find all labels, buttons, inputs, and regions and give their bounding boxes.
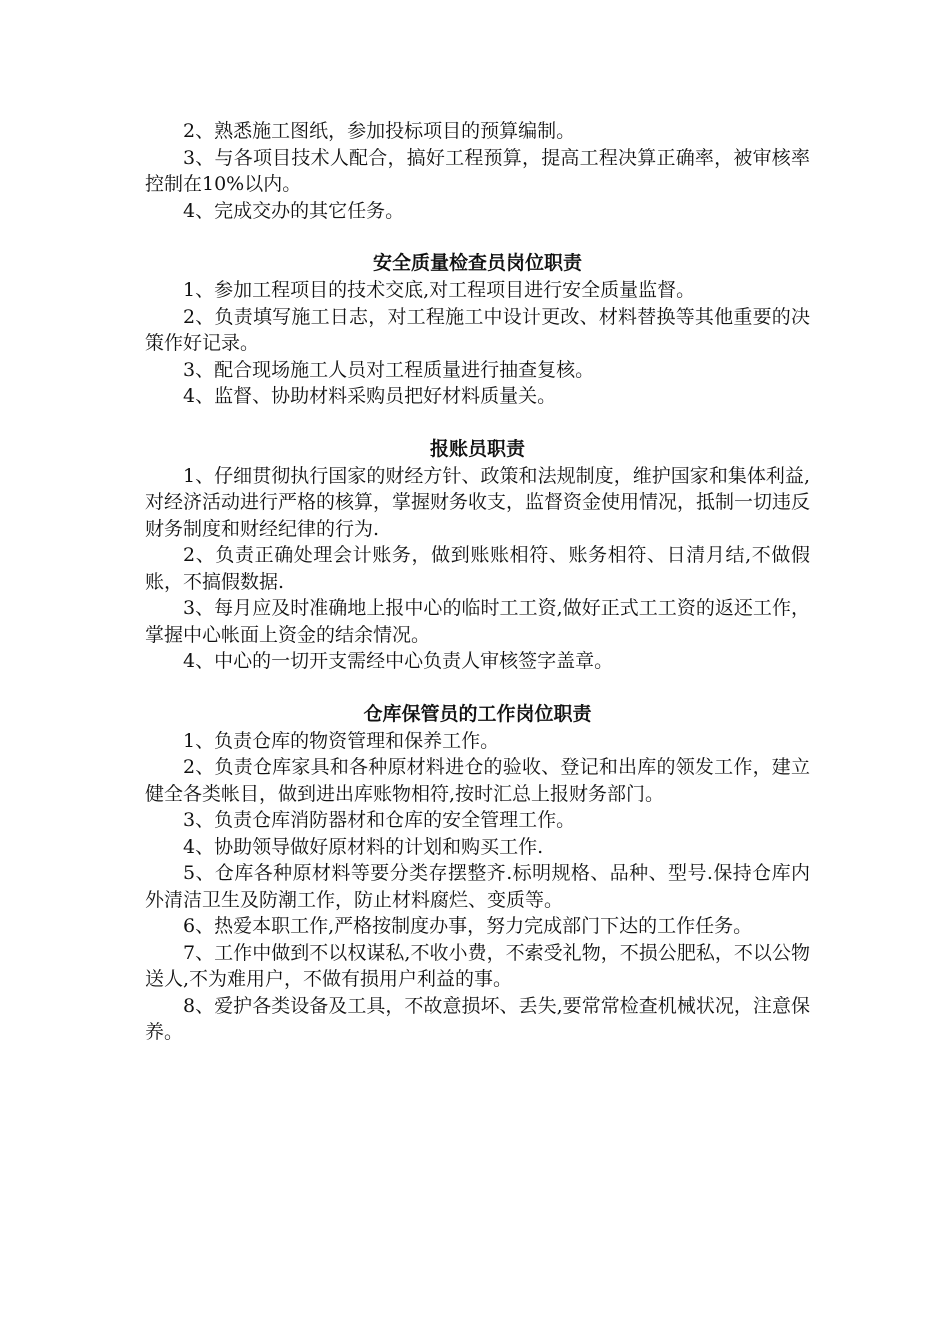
paragraph: 1、仔细贯彻执行国家的财经方针、政策和法规制度，维护国家和集体利益,对经济活动进行严格的核算，掌握财务收支，监督资金使用情况，抵制一切违反财务制度和财经纪律的行为. bbox=[145, 464, 811, 540]
section-warehouse-keeper bbox=[145, 701, 810, 1046]
document-body bbox=[145, 118, 810, 1046]
paragraph: 8、爱护各类设备及工具，不故意损坏、丢失,要常常检查机械状况，注意保养。 bbox=[145, 994, 810, 1043]
paragraph: 6、热爱本职工作,严格按制度办事，努力完成部门下达的工作任务。 bbox=[183, 915, 753, 937]
paragraph: 7、工作中做到不以权谋私,不收小费，不索受礼物，不损公肥私，不以公物送人,不为难用户，不做有损用户利益的事。 bbox=[145, 941, 810, 990]
paragraph: 1、负责仓库的物资管理和保养工作。 bbox=[183, 729, 500, 752]
paragraph: 4、完成交办的其它任务。 bbox=[183, 199, 405, 222]
paragraph: 3、每月应及时准确地上报中心的临时工工资,做好正式工工资的返还工作，掌握中心帐面上资金的结余情况。 bbox=[145, 597, 810, 646]
section-budget-continuation bbox=[145, 118, 810, 224]
paragraph: 3、负责仓库消防器材和仓库的安全管理工作。 bbox=[183, 809, 576, 831]
paragraph: 2、负责填写施工日志，对工程施工中设计更改、材料替换等其他重要的决策作好记录。 bbox=[145, 305, 810, 354]
paragraph: 3、与各项目技术人配合，搞好工程预算，提高工程决算正确率，被审核率控制在10%以内。 bbox=[145, 146, 810, 195]
paragraph: 3、配合现场施工人员对工程质量进行抽查复核。 bbox=[183, 358, 595, 381]
paragraph: 4、中心的一切开支需经中心负责人审核签字盖章。 bbox=[183, 650, 614, 672]
paragraph: 2、负责仓库家具和各种原材料进仓的验收、登记和出库的领发工作，建立健全各类帐目，做到进出库账物相符,按时汇总上报财务部门。 bbox=[145, 756, 810, 805]
section-safety-inspector bbox=[145, 250, 810, 410]
paragraph: 2、熟悉施工图纸，参加投标项目的预算编制。 bbox=[183, 120, 576, 142]
paragraph: 4、监督、协助材料采购员把好材料质量关。 bbox=[183, 385, 557, 407]
section-heading: 仓库保管员的工作岗位职责 bbox=[363, 702, 592, 725]
paragraph: 4、协助领导做好原材料的计划和购买工作. bbox=[183, 835, 544, 858]
section-heading: 报账员职责 bbox=[429, 437, 525, 460]
section-heading: 安全质量检查员岗位职责 bbox=[372, 252, 582, 274]
paragraph: 5、仓库各种原材料等要分类存摆整齐.标明规格、品种、型号.保持仓库内外清洁卫生及防潮工作，防止材料腐烂、变质等。 bbox=[145, 862, 810, 911]
paragraph: 2、负责正确处理会计账务，做到账账相符、账务相符、日清月结,不做假账，不搞假数据. bbox=[145, 544, 810, 593]
section-accountant bbox=[145, 436, 810, 675]
paragraph: 1、参加工程项目的技术交底,对工程项目进行安全质量监督。 bbox=[183, 279, 696, 301]
